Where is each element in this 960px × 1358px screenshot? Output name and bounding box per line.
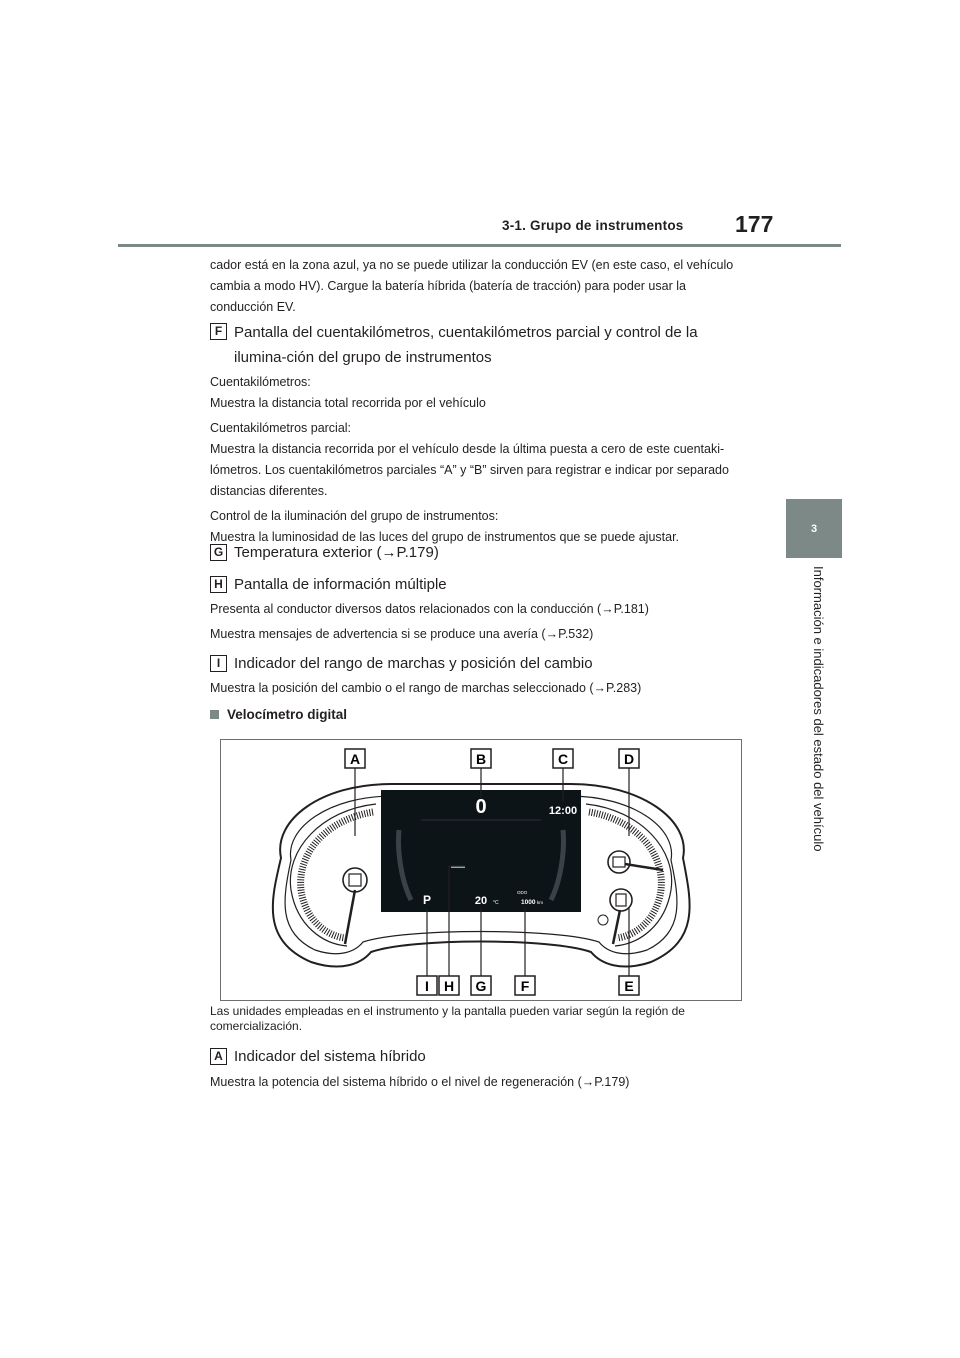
- item-h-paragraph: Muestra mensajes de advertencia si se produce una avería (→P.532): [210, 627, 594, 641]
- item-f-title: Pantalla del cuentakilómetros, cuentakilómetros parcial y control de la ilumina-ción del grupo de instrumentos: [234, 324, 698, 366]
- item-f-paragraph: Cuentakilómetros:: [210, 375, 311, 389]
- callout-g: [471, 976, 491, 995]
- item-f-letter: F: [210, 323, 227, 340]
- item-f-paragraph: Muestra la distancia total recorrida por el vehículo: [210, 396, 486, 410]
- item-h-letter: H: [210, 576, 227, 593]
- svg-text:F: F: [520, 978, 530, 994]
- item-a-title: Indicador del sistema híbrido: [234, 1048, 426, 1065]
- item-a-heading: [210, 1045, 426, 1068]
- callout-d: [619, 749, 639, 768]
- cluster-illustration: [221, 740, 741, 1000]
- item-f-body: [210, 372, 750, 548]
- item-f-paragraph: Muestra la distancia recorrida por el vehículo desde la última puesta a cero de este cuentaki-lómetros. Los cuentakilómetros parciales “A” y “B” sirven para registrar e indicar por separado distancias diferentes.: [210, 442, 729, 498]
- display-gear: P: [422, 893, 432, 907]
- chapter-title: Información e indicadores del estado del vehículo: [811, 566, 826, 852]
- item-f-paragraph: Control de la iluminación del grupo de instrumentos:: [210, 509, 499, 523]
- item-i-title: Indicador del rango de marchas y posición del cambio: [234, 655, 593, 672]
- item-i-letter: I: [210, 655, 227, 672]
- section-header: 3-1. Grupo de instrumentos: [502, 218, 684, 233]
- display-odo: 1000: [521, 899, 536, 906]
- callout-b: [471, 749, 491, 768]
- display-clock: 12:00: [548, 805, 578, 817]
- display-odo-label: ODO: [517, 890, 528, 895]
- svg-text:B: B: [475, 751, 487, 767]
- item-i-heading: [210, 652, 593, 675]
- item-a-body: [210, 1072, 750, 1093]
- item-h-title: Pantalla de información múltiple: [234, 576, 447, 593]
- item-h-body: [210, 599, 750, 645]
- chapter-title-vertical: [806, 566, 832, 866]
- callout-i: [417, 976, 437, 995]
- item-a-letter: A: [210, 1048, 227, 1065]
- chapter-number: 3: [810, 522, 818, 535]
- svg-text:E: E: [624, 978, 634, 994]
- callout-h: [439, 976, 459, 995]
- section-square-icon: [210, 710, 219, 719]
- callout-c: [553, 749, 573, 768]
- item-h-heading: [210, 573, 447, 596]
- item-a-paragraph: Muestra la potencia del sistema híbrido o el nivel de regeneración (→P.179): [210, 1075, 630, 1089]
- callout-a: [345, 749, 365, 768]
- item-f-paragraph: Muestra la luminosidad de las luces del grupo de instrumentos que se puede ajustar.: [210, 530, 680, 544]
- item-g-letter: G: [210, 544, 227, 561]
- section-title: [210, 707, 347, 722]
- display-temp: 20: [474, 895, 488, 907]
- display-speed: 0: [475, 796, 487, 818]
- intro-block: [210, 255, 750, 318]
- svg-text:H: H: [443, 978, 455, 994]
- header-divider: [118, 244, 841, 247]
- display-odo-unit: km: [537, 900, 543, 905]
- item-g-heading: [210, 541, 439, 564]
- svg-text:I: I: [425, 978, 429, 994]
- svg-text:D: D: [623, 751, 635, 767]
- item-h-paragraph: Presenta al conductor diversos datos relacionados con la conducción (→P.181): [210, 602, 649, 616]
- section-title-text: Velocímetro digital: [227, 707, 348, 722]
- item-i-paragraph: Muestra la posición del cambio o el rango de marchas seleccionado (→P.283): [210, 681, 642, 695]
- chapter-tab: [786, 499, 842, 558]
- svg-text:G: G: [475, 978, 487, 994]
- instrument-cluster-figure: [220, 739, 742, 1001]
- intro-paragraph: cador está en la zona azul, ya no se puede utilizar la conducción EV (en este caso, el vehículo cambia a modo HV). Cargue la batería híbrida (batería de tracción) para poder usar la conducción EV.: [210, 258, 734, 314]
- item-i-body: [210, 678, 750, 699]
- display-temp-unit: °C: [493, 900, 499, 906]
- item-f-paragraph: Cuentakilómetros parcial:: [210, 421, 352, 435]
- page-number: 177: [735, 211, 774, 237]
- svg-text:C: C: [557, 751, 569, 767]
- item-f-heading: [210, 320, 750, 370]
- svg-text:A: A: [349, 751, 361, 767]
- callout-f: [515, 976, 535, 995]
- item-g-title: Temperatura exterior (→P.179): [234, 544, 439, 561]
- figure-caption: Las unidades empleadas en el instrumento y la pantalla pueden variar según la región de comercialización.: [210, 1004, 685, 1033]
- callout-e: [619, 976, 639, 995]
